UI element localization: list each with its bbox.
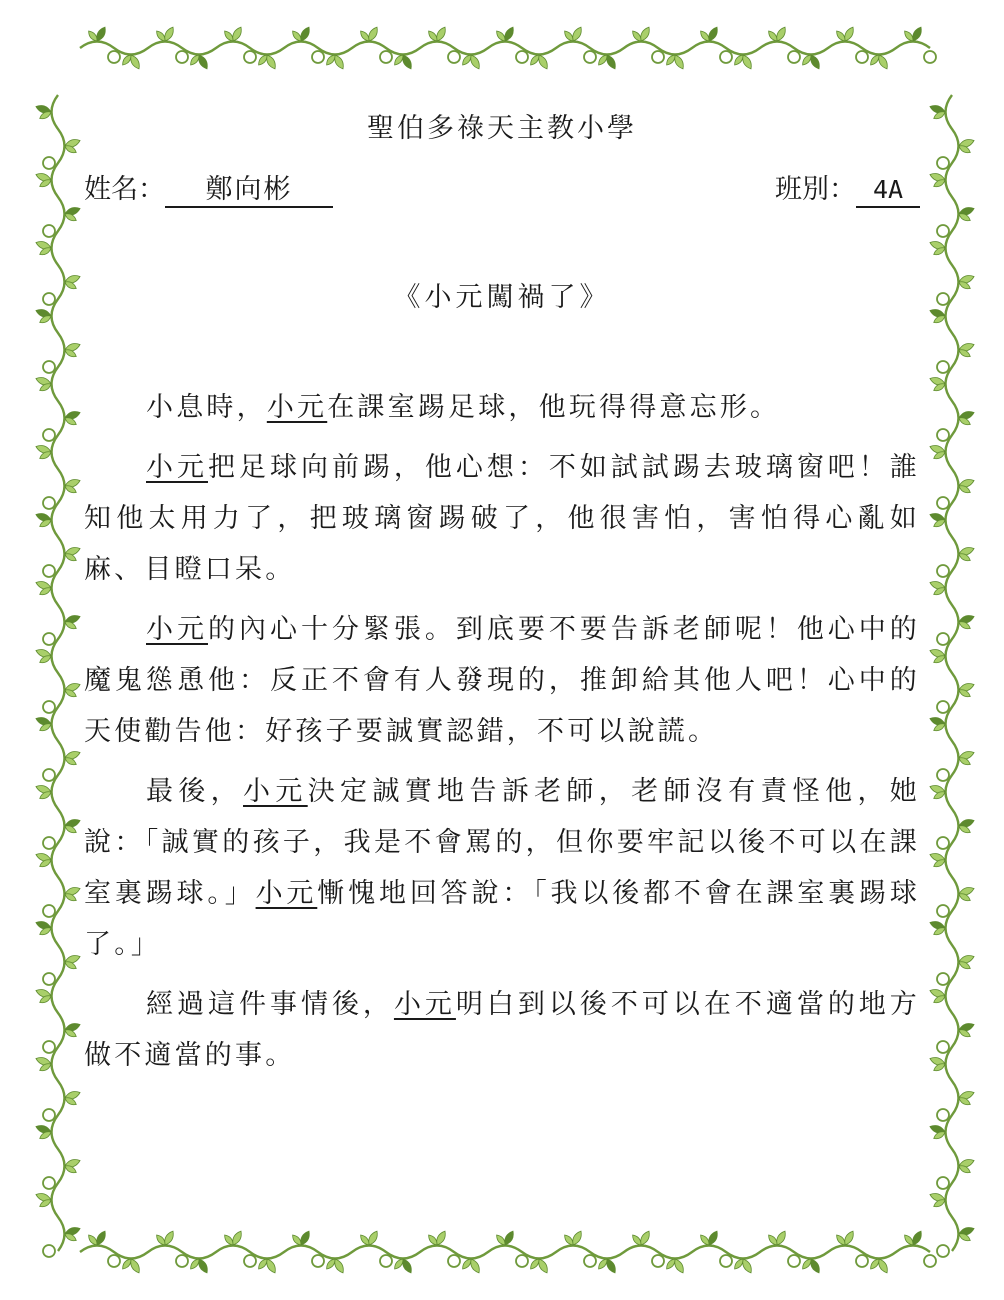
character-name-underlined: 小元	[243, 776, 308, 807]
essay-paragraph	[84, 382, 920, 433]
character-name-underlined: 小元	[146, 452, 208, 483]
name-field	[84, 167, 333, 208]
essay-text: 把足球向前踢，他心想：不如試試踢去玻璃窗吧！誰知他太用力了，把玻璃窗踢破了，他很害怕，害怕得心亂如麻、目瞪口呆。	[84, 452, 920, 585]
class-label: 班別：	[775, 174, 856, 205]
class-field	[775, 167, 920, 208]
student-info-row	[84, 167, 920, 213]
essay-text: 慚愧地回答說：「我以後都不會在課室裏踢球了。」	[84, 878, 921, 960]
essay-paragraph	[84, 766, 920, 970]
character-name-underlined: 小元	[393, 989, 456, 1020]
essay-paragraph	[84, 979, 920, 1081]
essay-paragraph	[84, 442, 920, 595]
essay-text: 經過這件事情後，	[146, 989, 394, 1020]
essay-paragraph	[84, 604, 920, 757]
school-name: 聖伯多祿天主教小學	[367, 113, 637, 144]
essay-text: 最後，	[146, 776, 244, 807]
essay-text: 明白到以後不可以在不適當的地方做不適當的事。	[84, 989, 920, 1071]
name-label: 姓名：	[84, 174, 165, 205]
character-name-underlined: 小元	[146, 614, 208, 645]
essay-sheet	[84, 96, 920, 1090]
essay-text: 在課室踢足球，他玩得得意忘形。	[327, 392, 781, 423]
essay-text: 的內心十分緊張。到底要不要告訴老師呢！他心中的魔鬼慫恿他：反正不會有人發現的，推卸給其他人吧！心中的天使勸告他：好孩子要誠實認錯，不可以說謊。	[84, 614, 920, 747]
essay-text: 小息時，	[146, 392, 267, 423]
character-name-underlined: 小元	[255, 878, 318, 909]
essay-text: 決定誠實地告訴老師，老師沒有責怪他，她說：「誠實的孩子，我是不會罵的，但你要牢記以後不可以在課室裏踢球。」	[84, 776, 920, 909]
character-name-underlined: 小元	[266, 392, 328, 423]
class-value: 4A	[856, 174, 920, 208]
essay-body	[84, 382, 920, 1081]
essay-title: 《小元闖禍了》	[393, 282, 611, 313]
name-value: 鄭向彬	[165, 174, 333, 208]
